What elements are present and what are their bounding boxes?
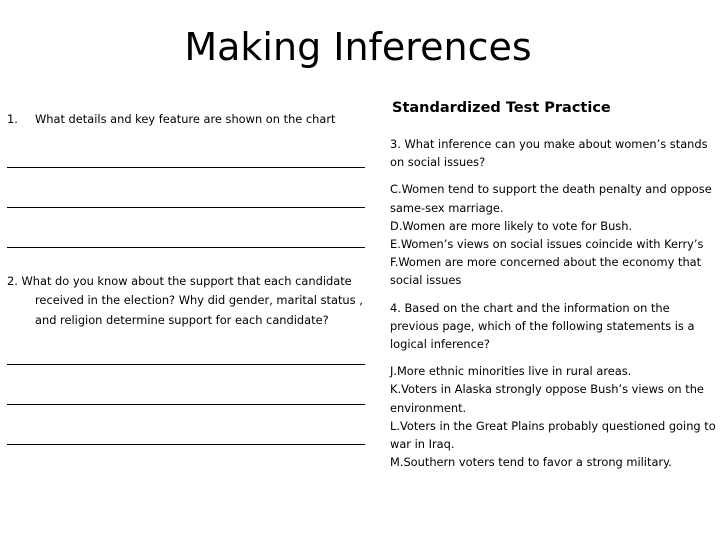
question-4-option: L.Voters in the Great Plains probably questioned going to war in Iraq. [390, 418, 716, 452]
question-4-option: K.Voters in Alaska strongly oppose Bush’s views on the environment. [390, 382, 704, 415]
page-title: Making Inferences [184, 25, 532, 69]
question-4-option: M.Southern voters tend to favor a strong military. [390, 455, 672, 470]
question-4-text: 4. Based on the chart and the information on the previous page, which of the following statements is a logical inference? [390, 300, 695, 352]
question-4-option: J.More ethnic minorities live in rural areas. [390, 364, 632, 379]
left-column [7, 110, 367, 445]
question-1 [7, 110, 367, 130]
question-3-option: F.Women are more concerned about the economy that social issues [390, 255, 702, 288]
answer-line [7, 444, 365, 445]
question-3-option: D.Women are more likely to vote for Bush. [390, 218, 633, 233]
question-3-option: C.Women tend to support the death penalty and oppose same-sex marriage. [390, 182, 712, 215]
practice-heading: Standardized Test Practice [392, 100, 611, 116]
right-column [390, 98, 720, 471]
question-3-text: 3. What inference can you make about women’s stands on social issues? [390, 137, 708, 170]
question-3-option: E.Women’s views on social issues coincide with Kerry’s [390, 237, 704, 252]
question-1-text: What details and key feature are shown on the chart [35, 112, 336, 126]
question-1-number: 1. [7, 112, 18, 126]
question-2-text: 2. What do you know about the support that each candidate received in the election? Why did gender, marital status , and religion determine support for each candidate? [7, 273, 363, 327]
